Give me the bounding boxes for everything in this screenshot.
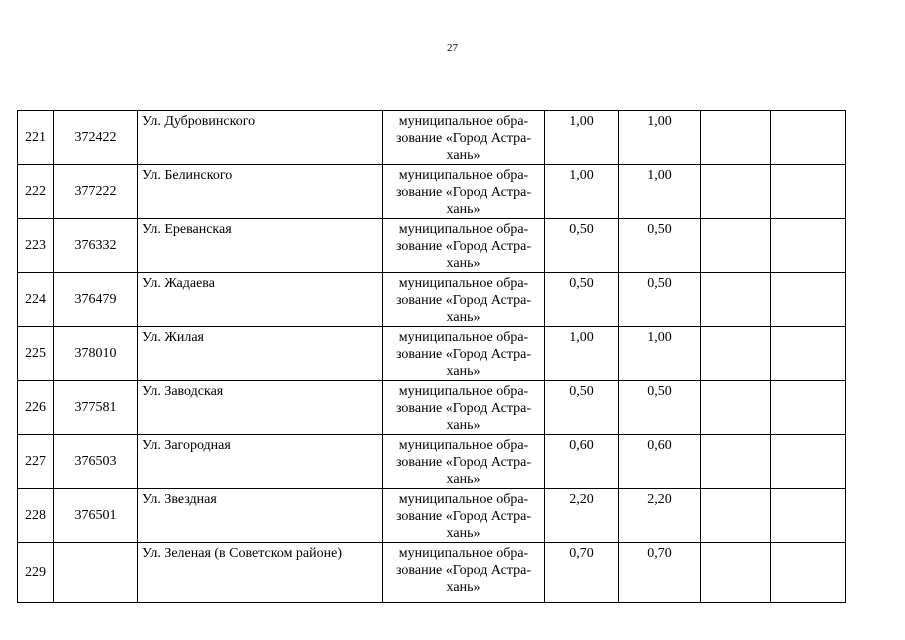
road-name-cell: Ул. Белинского: [138, 165, 383, 219]
empty-cell: [771, 489, 846, 543]
empty-cell: [771, 543, 846, 603]
length-value-cell-2: 0,50: [619, 381, 701, 435]
table-body: [18, 111, 846, 603]
road-name-cell: Ул. Загородная: [138, 435, 383, 489]
empty-cell: [771, 381, 846, 435]
road-name-cell: Ул. Звездная: [138, 489, 383, 543]
length-value-cell-2: 2,20: [619, 489, 701, 543]
road-code-cell: 378010: [54, 327, 138, 381]
owner-line: зование «Город Астра-: [395, 455, 531, 470]
owner-line: зование «Город Астра-: [395, 293, 531, 308]
owner-line: муниципальное обра-: [398, 168, 529, 183]
owner-cell: [383, 219, 545, 273]
table-row: [18, 435, 846, 489]
owner-line: зование «Город Астра-: [395, 239, 531, 254]
length-value-cell: 0,50: [545, 219, 619, 273]
row-number-cell: 229: [18, 543, 54, 603]
owner-cell: [383, 273, 545, 327]
length-value-cell-2: 1,00: [619, 327, 701, 381]
owner-line: муниципальное обра-: [398, 492, 529, 507]
owner-cell: [383, 381, 545, 435]
page-number: 27: [447, 42, 458, 54]
owner-cell: [383, 327, 545, 381]
empty-cell: [701, 435, 771, 489]
table-row: [18, 327, 846, 381]
owner-line: хань»: [446, 580, 481, 595]
length-value-cell: 1,00: [545, 165, 619, 219]
empty-cell: [701, 327, 771, 381]
length-value-cell-2: 1,00: [619, 165, 701, 219]
owner-line: хань»: [446, 148, 481, 163]
table-row: [18, 219, 846, 273]
road-code-cell: 372422: [54, 111, 138, 165]
owner-line: зование «Город Астра-: [395, 401, 531, 416]
road-code-cell: 376479: [54, 273, 138, 327]
owner-line: хань»: [446, 418, 481, 433]
owner-line: хань»: [446, 364, 481, 379]
table-row: [18, 111, 846, 165]
owner-cell: [383, 435, 545, 489]
owner-line: муниципальное обра-: [398, 330, 529, 345]
owner-line: хань»: [446, 472, 481, 487]
owner-cell: [383, 543, 545, 603]
length-value-cell: 2,20: [545, 489, 619, 543]
row-number-cell: 222: [18, 165, 54, 219]
owner-line: хань»: [446, 526, 481, 541]
empty-cell: [771, 111, 846, 165]
owner-line: зование «Город Астра-: [395, 563, 531, 578]
empty-cell: [701, 219, 771, 273]
road-code-cell: 377222: [54, 165, 138, 219]
road-name-cell: Ул. Жадаева: [138, 273, 383, 327]
owner-line: хань»: [446, 310, 481, 325]
length-value-cell: 0,70: [545, 543, 619, 603]
row-number-cell: 227: [18, 435, 54, 489]
owner-line: муниципальное обра-: [398, 276, 529, 291]
empty-cell: [771, 219, 846, 273]
road-code-cell: [54, 543, 138, 603]
length-value-cell-2: 0,60: [619, 435, 701, 489]
length-value-cell: 1,00: [545, 327, 619, 381]
table-row: [18, 543, 846, 603]
row-number-cell: 228: [18, 489, 54, 543]
empty-cell: [701, 543, 771, 603]
row-number-cell: 226: [18, 381, 54, 435]
row-number-cell: 223: [18, 219, 54, 273]
owner-cell: [383, 165, 545, 219]
length-value-cell: 0,60: [545, 435, 619, 489]
owner-line: муниципальное обра-: [398, 546, 529, 561]
empty-cell: [771, 327, 846, 381]
length-value-cell-2: 1,00: [619, 111, 701, 165]
empty-cell: [771, 435, 846, 489]
table-row: [18, 489, 846, 543]
owner-cell: [383, 111, 545, 165]
length-value-cell-2: 0,70: [619, 543, 701, 603]
owner-line: зование «Город Астра-: [395, 131, 531, 146]
road-code-cell: 377581: [54, 381, 138, 435]
length-value-cell: 0,50: [545, 381, 619, 435]
length-value-cell: 1,00: [545, 111, 619, 165]
table-row: [18, 165, 846, 219]
table-row: [18, 273, 846, 327]
road-name-cell: Ул. Жилая: [138, 327, 383, 381]
length-value-cell-2: 0,50: [619, 219, 701, 273]
row-number-cell: 225: [18, 327, 54, 381]
empty-cell: [701, 381, 771, 435]
road-name-cell: Ул. Дубровинского: [138, 111, 383, 165]
road-name-cell: Ул. Ереванская: [138, 219, 383, 273]
owner-line: хань»: [446, 256, 481, 271]
road-code-cell: 376332: [54, 219, 138, 273]
empty-cell: [701, 111, 771, 165]
empty-cell: [701, 273, 771, 327]
owner-line: зование «Город Астра-: [395, 509, 531, 524]
empty-cell: [771, 165, 846, 219]
road-code-cell: 376503: [54, 435, 138, 489]
owner-line: хань»: [446, 202, 481, 217]
row-number-cell: 221: [18, 111, 54, 165]
owner-line: муниципальное обра-: [398, 384, 529, 399]
empty-cell: [701, 489, 771, 543]
roads-table: [17, 110, 846, 603]
owner-line: муниципальное обра-: [398, 114, 529, 129]
empty-cell: [701, 165, 771, 219]
road-name-cell: Ул. Зеленая (в Советском районе): [138, 543, 383, 603]
length-value-cell: 0,50: [545, 273, 619, 327]
table-row: [18, 381, 846, 435]
road-name-cell: Ул. Заводская: [138, 381, 383, 435]
owner-line: зование «Город Астра-: [395, 347, 531, 362]
owner-line: муниципальное обра-: [398, 438, 529, 453]
road-code-cell: 376501: [54, 489, 138, 543]
owner-line: муниципальное обра-: [398, 222, 529, 237]
owner-cell: [383, 489, 545, 543]
empty-cell: [771, 273, 846, 327]
row-number-cell: 224: [18, 273, 54, 327]
owner-line: зование «Город Астра-: [395, 185, 531, 200]
length-value-cell-2: 0,50: [619, 273, 701, 327]
